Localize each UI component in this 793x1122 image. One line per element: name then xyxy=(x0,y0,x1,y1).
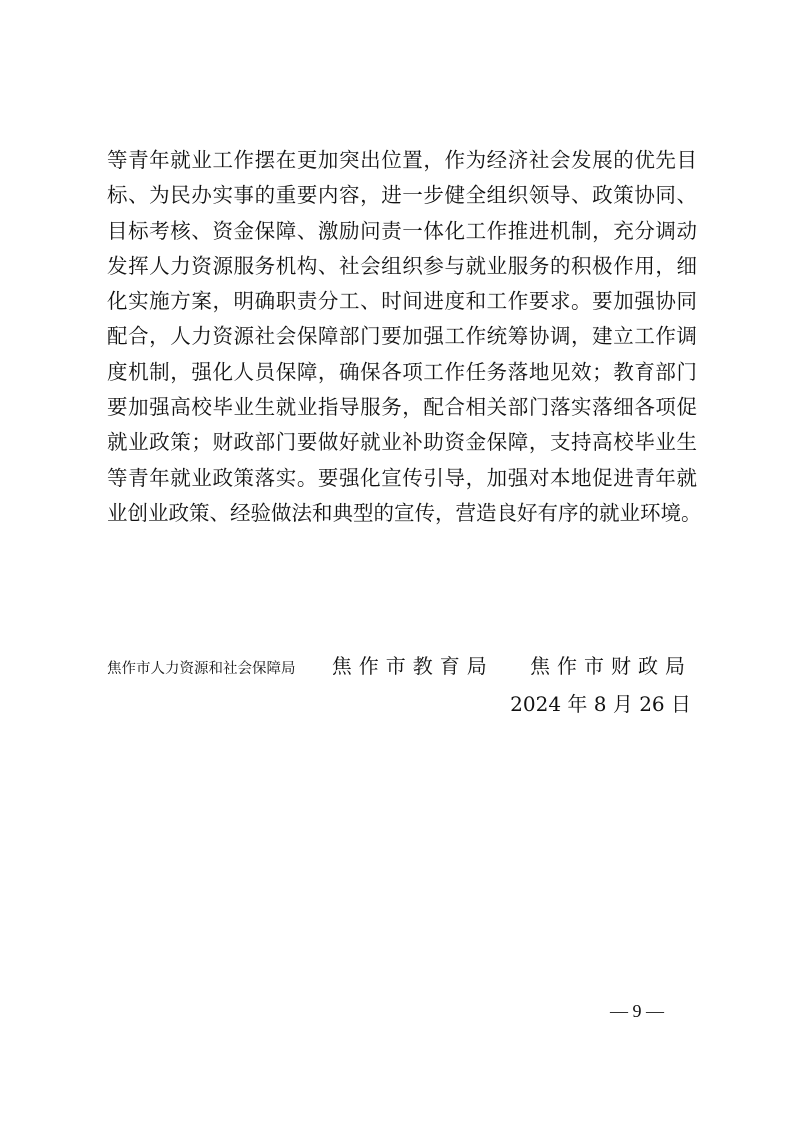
paragraph-line: 标、为民办实事的重要内容，进一步健全组织领导、政策协同、 xyxy=(107,183,697,208)
paragraph-line: 业创业政策、经验做法和典型的宣传，营造良好有序的就业环境。 xyxy=(107,500,702,525)
paragraph-line: 目标考核、资金保障、激励问责一体化工作推进机制，充分调动 xyxy=(107,218,697,243)
signatory-hrss-bureau: 焦作市人力资源和社会保障局 xyxy=(107,661,296,677)
paragraph-line: 度机制，强化人员保障，确保各项工作任务落地见效；教育部门 xyxy=(107,359,697,384)
paragraph-line: 等青年就业工作摆在更加突出位置，作为经济社会发展的优先目 xyxy=(107,148,697,172)
paragraph-line: 要加强高校毕业生就业指导服务，配合相关部门落实落细各项促 xyxy=(107,395,697,420)
paragraph-line: 就业政策；财政部门要做好就业补助资金保障，支持高校毕业生 xyxy=(107,430,697,455)
body-paragraph xyxy=(107,143,702,531)
paragraph-line: 配合，人力资源社会保障部门要加强工作统筹协调，建立工作调 xyxy=(107,324,697,349)
paragraph-line: 等青年就业政策落实。要强化宣传引导，加强对本地促进青年就 xyxy=(107,465,697,490)
signature-block xyxy=(107,650,692,680)
paragraph-line: 发挥人力资源服务机构、社会组织参与就业服务的积极作用，细 xyxy=(107,253,697,278)
signatory-education-bureau: 焦作市教育局 xyxy=(331,654,494,678)
page-number: — 9 — xyxy=(610,1001,664,1021)
issue-date: 2024 年 8 月 26 日 xyxy=(510,692,691,716)
signatory-finance-bureau: 焦作市财政局 xyxy=(530,654,692,678)
paragraph-line: 化实施方案，明确职责分工、时间进度和工作要求。要加强协同 xyxy=(107,289,697,314)
